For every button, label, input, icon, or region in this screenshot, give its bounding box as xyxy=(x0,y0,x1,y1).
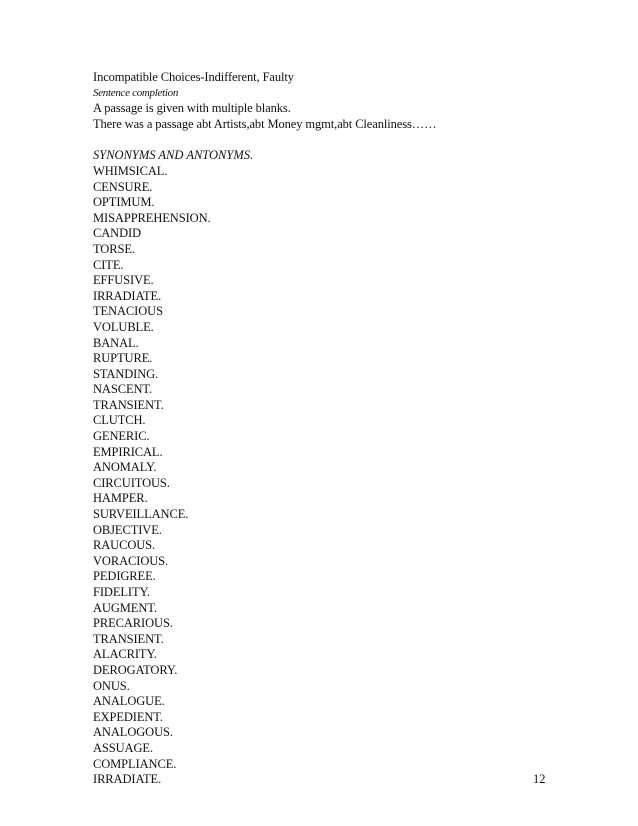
vocabulary-word: CITE. xyxy=(93,257,124,272)
vocabulary-word: HAMPER. xyxy=(93,491,148,506)
vocabulary-word: DEROGATORY. xyxy=(93,662,178,677)
passage-description-line: A passage is given with multiple blanks. xyxy=(93,101,291,116)
vocabulary-word: PRECARIOUS. xyxy=(93,616,173,631)
vocabulary-word: WHIMSICAL. xyxy=(93,163,168,178)
vocabulary-word: CENSURE. xyxy=(93,179,153,194)
vocabulary-word: OPTIMUM. xyxy=(93,195,155,210)
vocabulary-word: TRANSIENT. xyxy=(93,397,164,412)
vocabulary-word: VORACIOUS. xyxy=(93,553,169,568)
sentence-completion-subheading: Sentence completion xyxy=(93,86,179,99)
vocabulary-word-list xyxy=(93,164,573,788)
vocabulary-word: EXPEDIENT. xyxy=(93,709,163,724)
vocabulary-word: TENACIOUS xyxy=(93,304,163,319)
vocabulary-word: OBJECTIVE. xyxy=(93,522,162,537)
page-number: 12 xyxy=(533,772,546,786)
vocabulary-word: ANALOGUE. xyxy=(93,694,165,709)
vocabulary-word: IRRADIATE. xyxy=(93,288,162,303)
vocabulary-word: STANDING. xyxy=(93,366,159,381)
vocabulary-word: NASCENT. xyxy=(93,382,153,397)
vocabulary-word: CANDID xyxy=(93,226,142,241)
vocabulary-word: TORSE. xyxy=(93,241,135,256)
vocabulary-word: IRRADIATE. xyxy=(93,772,162,787)
vocabulary-word: COMPLIANCE. xyxy=(93,756,177,771)
vocabulary-word: FIDELITY. xyxy=(93,585,150,599)
page-content xyxy=(93,70,573,788)
incompatible-choices-line: Incompatible Choices-Indifferent, Faulty xyxy=(93,70,294,84)
vocabulary-word: VOLUBLE. xyxy=(93,319,154,334)
vocabulary-word: ALACRITY. xyxy=(93,647,157,662)
vocabulary-word: ANOMALY. xyxy=(93,460,157,475)
vocabulary-word: AUGMENT. xyxy=(93,600,157,615)
vocabulary-word: SURVEILLANCE. xyxy=(93,507,189,522)
vocabulary-word: RUPTURE. xyxy=(93,351,153,366)
vocabulary-word: RAUCOUS. xyxy=(93,538,156,553)
vocabulary-word: EMPIRICAL. xyxy=(93,444,163,459)
vocabulary-word: MISAPPREHENSION. xyxy=(93,210,211,225)
vocabulary-word: ANALOGOUS. xyxy=(93,725,173,740)
vocabulary-word: CLUTCH. xyxy=(93,413,146,428)
passage-topics-line: There was a passage abt Artists,abt Money mgmt,abt Cleanliness…… xyxy=(93,116,437,131)
vocabulary-word: ONUS. xyxy=(93,678,130,693)
vocabulary-word: EFFUSIVE. xyxy=(93,273,154,288)
vocabulary-word: BANAL. xyxy=(93,335,139,350)
synonyms-antonyms-heading: SYNONYMS AND ANTONYMS. xyxy=(93,148,254,163)
vocabulary-word: GENERIC. xyxy=(93,429,150,444)
vocabulary-word: TRANSIENT. xyxy=(93,631,164,646)
vocabulary-word: PEDIGREE. xyxy=(93,569,156,584)
vocabulary-word: ASSUAGE. xyxy=(93,740,153,755)
vocabulary-word: CIRCUITOUS. xyxy=(93,475,170,490)
